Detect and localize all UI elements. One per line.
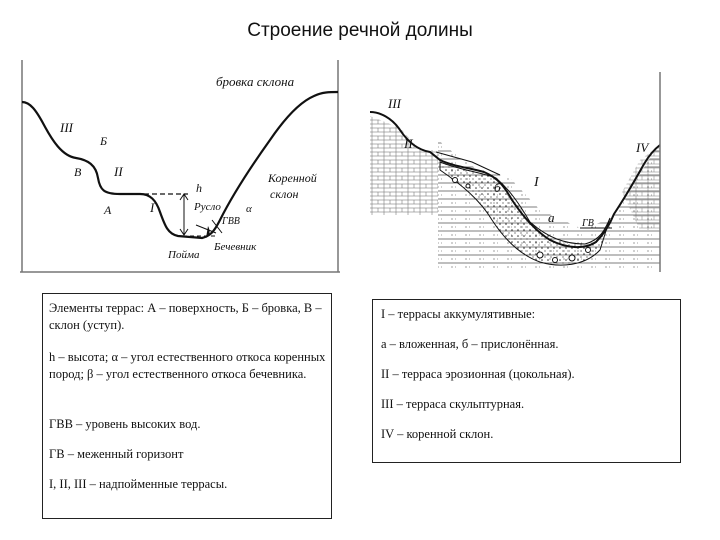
label-b-upper: Б xyxy=(100,134,108,148)
label-h: h xyxy=(196,181,202,195)
label-terrace-i-right: I xyxy=(534,175,539,190)
right-valley-diagram xyxy=(370,72,660,272)
label-terrace-ii-right: II xyxy=(404,136,413,151)
label-alpha: α xyxy=(246,203,252,215)
label-gv: ГВ xyxy=(582,218,594,229)
label-terrace-i-left: I xyxy=(150,200,155,215)
label-terrace-ii-left: II xyxy=(114,164,123,179)
legend-left-line-1: Элементы террас: А – поверхность, Б – бровка, В – склон (уступ). xyxy=(49,301,322,332)
label-a-lower: а xyxy=(548,210,555,225)
label-root-slope-1: Коренной xyxy=(268,171,317,185)
legend-right-line-3: II – терраса эрозионная (цокольная). xyxy=(381,367,575,381)
label-terrace-iii-right: III xyxy=(388,96,401,111)
legend-left-line-5: I, II, III – надпойменные террасы. xyxy=(49,477,228,491)
legend-right-line-5: IV – коренной склон. xyxy=(381,427,494,441)
label-bechevnik: Бечевник xyxy=(214,241,257,253)
label-gvv: ГВВ xyxy=(222,216,240,227)
legend-right-line-4: III – терраса скульптурная. xyxy=(381,397,525,411)
legend-right xyxy=(372,299,681,463)
legend-right-line-2: а – вложенная, б – прислонённая. xyxy=(381,337,559,351)
label-root-slope-2: склон xyxy=(270,187,299,201)
label-b-lower: б xyxy=(494,180,501,195)
label-edge: бровка склона xyxy=(216,74,295,89)
label-channel: Русло xyxy=(194,201,221,213)
legend-left-line-2: h – высота; α – угол естественного откоса коренных пород; β – угол естественного откоса бечевника. xyxy=(49,350,326,381)
legend-left xyxy=(42,293,332,519)
label-v: В xyxy=(74,165,82,179)
legend-left-line-3: ГВВ – уровень высоких вод. xyxy=(49,417,201,431)
right-bedrock-left xyxy=(370,116,438,215)
left-valley-diagram xyxy=(20,60,340,272)
label-terrace-iv: IV xyxy=(636,140,649,155)
legend-left-line-4: ГВ – меженный горизонт xyxy=(49,447,184,461)
label-floodplain: Пойма xyxy=(168,249,200,261)
page-title: Строение речной долины xyxy=(247,20,473,41)
legend-right-line-1: I – террасы аккумулятивные: xyxy=(381,307,536,321)
label-terrace-iii-left: III xyxy=(60,120,73,135)
label-a: А xyxy=(104,203,112,217)
left-valley-profile xyxy=(22,92,338,238)
